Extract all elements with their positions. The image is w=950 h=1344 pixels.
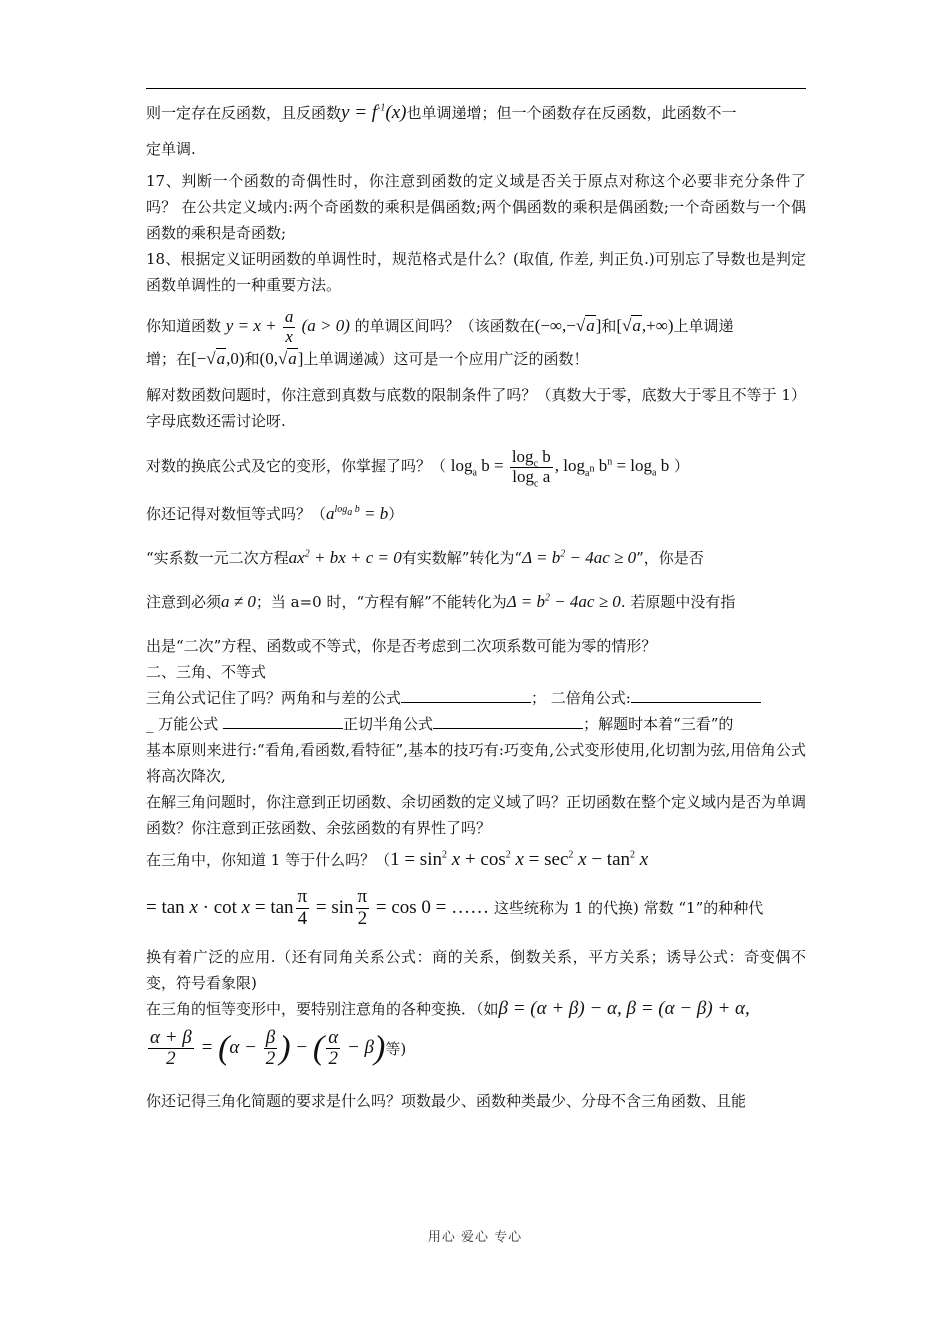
text: 在三角的恒等变形中，要特别注意角的各种变换．（如: [146, 999, 499, 1018]
text: ）: [388, 504, 404, 523]
interval-1: (−∞,−√a]: [534, 316, 602, 336]
interval-3: [−√a,0): [191, 349, 245, 369]
text: 增；在: [146, 350, 192, 369]
paragraph-inverse-2: [146, 136, 806, 162]
paragraph-one: [146, 847, 806, 873]
interval-4: (0,√a]: [259, 349, 304, 369]
text: . 若原题中没有指: [620, 592, 736, 611]
paragraph-log-2: [146, 447, 806, 490]
text: 三角公式记住了吗？两角和与差的公式: [146, 688, 402, 707]
paragraph-last: 你还记得三角化简题的要求是什么吗？项数最少、函数种类最少、分母不含三角函数、且能: [146, 1092, 747, 1111]
formula-nike: y = x + $\frac{a}{x}$ (a > 0): [225, 307, 350, 346]
formula-one-2: = tan x · cot x = tan $\frac{\pi}{4}$ = sin $\frac{\pi}{2}$ = cos 0 = ……: [146, 885, 490, 929]
blank-line: [223, 712, 343, 729]
text: 对数的换底公式及它的变形，你掌握了吗？（: [146, 457, 447, 476]
paragraph-one-3: 换有着广泛的应用.（还有同角关系公式：商的关系，倒数关系，平方关系；诱导公式：奇变偶不变，符号看象限): [146, 947, 806, 992]
paragraph-one-2: [146, 887, 806, 930]
text: 上单调递减）这可是一个应用广泛的函数！: [303, 350, 589, 369]
formula-change-of-base: $\log_a b$ = $\frac{\log_c b}{\log_c a}$ , $\log_{a^n} b^n = \log_a b$: [450, 447, 670, 490]
paragraph-trig-principle: 基本原则来进行:“看角,看函数,看特征”,基本的技巧有:巧变角,公式变形使用,化切割为弦,用倍角公式将高次降次,: [146, 740, 806, 785]
text: ；解题时本着“三看”的: [583, 714, 734, 733]
document-body: [146, 100, 806, 1114]
formula-a-nonzero: a ≠ 0: [221, 591, 256, 611]
paragraph-log-1: 解对数函数问题时，你注意到真数与底数的限制条件了吗？（真数大于零，底数大于零且不等于 1）字母底数还需讨论呀.: [146, 386, 806, 431]
text: 的单调区间吗？（该函数在: [354, 317, 535, 336]
paragraph-nike: [146, 308, 806, 372]
paragraph-angle: [146, 996, 806, 1022]
paragraph-17: 17、判断一个函数的奇偶性时，你注意到函数的定义域是否关于原点对称这个必要非充分条件了吗？ 在公共定义域内:两个奇函数的乘积是偶函数;两个偶函数的乘积是偶函数;一个奇函数与一个偶函数的乘积是奇函数;: [146, 172, 806, 242]
text: 则一定存在反函数，且反函数: [146, 104, 342, 122]
text: _ 万能公式: [146, 714, 224, 733]
header-rule: [146, 88, 806, 89]
text: 注意到必须: [146, 592, 222, 611]
text: 这些统称为 1 的代换) 常数 “1”的种种代: [493, 898, 764, 917]
text: 在三角中，你知道 1 等于什么吗？（: [146, 850, 391, 869]
paragraph-trig-formulas: [146, 685, 806, 737]
formula-discriminant-2: $\Delta = b^2 - 4ac \ge 0$: [506, 591, 621, 611]
formula-angle-1: β = (α + β) − α, β = (α − β) + α,: [498, 997, 750, 1019]
text: 上单调递: [673, 317, 734, 336]
blank-line: [433, 712, 583, 729]
text: 你知道函数: [146, 317, 222, 336]
blank-line: [631, 686, 761, 703]
text: 你还记得对数恒等式吗？（: [146, 504, 327, 523]
paragraph-inverse-1: [146, 100, 806, 126]
text: “实系数一元二次方程: [146, 548, 289, 567]
text: 有实数解”转化为“: [401, 548, 523, 567]
formula-inverse: $y = f^{-1}(x)$: [341, 102, 407, 123]
paragraph-quadratic: [146, 545, 806, 571]
text: ”，你是否: [636, 548, 704, 567]
paragraph-log-3: [146, 501, 806, 527]
text: ）: [674, 457, 690, 476]
formula-one-1: $1 = \sin^2 x + \cos^2 x = \sec^2 x - \tan^2 x$: [390, 848, 649, 870]
formula-angle-2: $\frac{\alpha + \beta}{2}$ = (α − $\frac{\beta}{2}$ ) − ( $\frac{\alpha}{2}$ − β): [150, 1026, 386, 1070]
text: 和: [244, 350, 260, 369]
text: 也单调递增；但一个函数存在反函数，此函数不一: [406, 104, 737, 122]
text: 定单调.: [146, 140, 196, 158]
formula-quadratic: $ax^2$ + bx + c = 0: [288, 547, 402, 567]
paragraph-quadratic-3: 出是“二次”方程、函数或不等式，你是否考虑到二次项系数可能为零的情形？: [146, 636, 657, 655]
paragraph-18: 18、根据定义证明函数的单调性时，规范格式是什么？(取值, 作差, 判正负.)可别忘了导数也是判定函数单调性的一种重要方法。: [146, 250, 806, 294]
interval-2: [√a,+∞): [616, 316, 674, 336]
text: 正切半角公式: [343, 714, 434, 733]
paragraph-quadratic-2: [146, 589, 806, 615]
paragraph-trig-domain: 在解三角问题时，你注意到正切函数、余切函数的定义域了吗？正切函数在整个定义域内是否为单调函数？你注意到正弦函数、余弦函数的有界性了吗？: [146, 792, 807, 837]
page-footer: 用心 爱心 专心: [427, 1230, 523, 1245]
formula-log-identity: $a^{log_a b} = b$: [326, 503, 389, 523]
paragraph-angle-2: [146, 1028, 806, 1071]
text: ； 二倍角公式:: [531, 688, 631, 707]
text: ；当 a=0 时，“方程有解”不能转化为: [255, 592, 507, 611]
section-heading: 二、三角、不等式: [146, 662, 267, 681]
text: 和: [601, 317, 617, 336]
blank-line: [401, 686, 531, 703]
text: 等): [385, 1039, 407, 1058]
formula-discriminant: $\Delta = b^2 - 4ac \ge 0$: [522, 547, 637, 567]
